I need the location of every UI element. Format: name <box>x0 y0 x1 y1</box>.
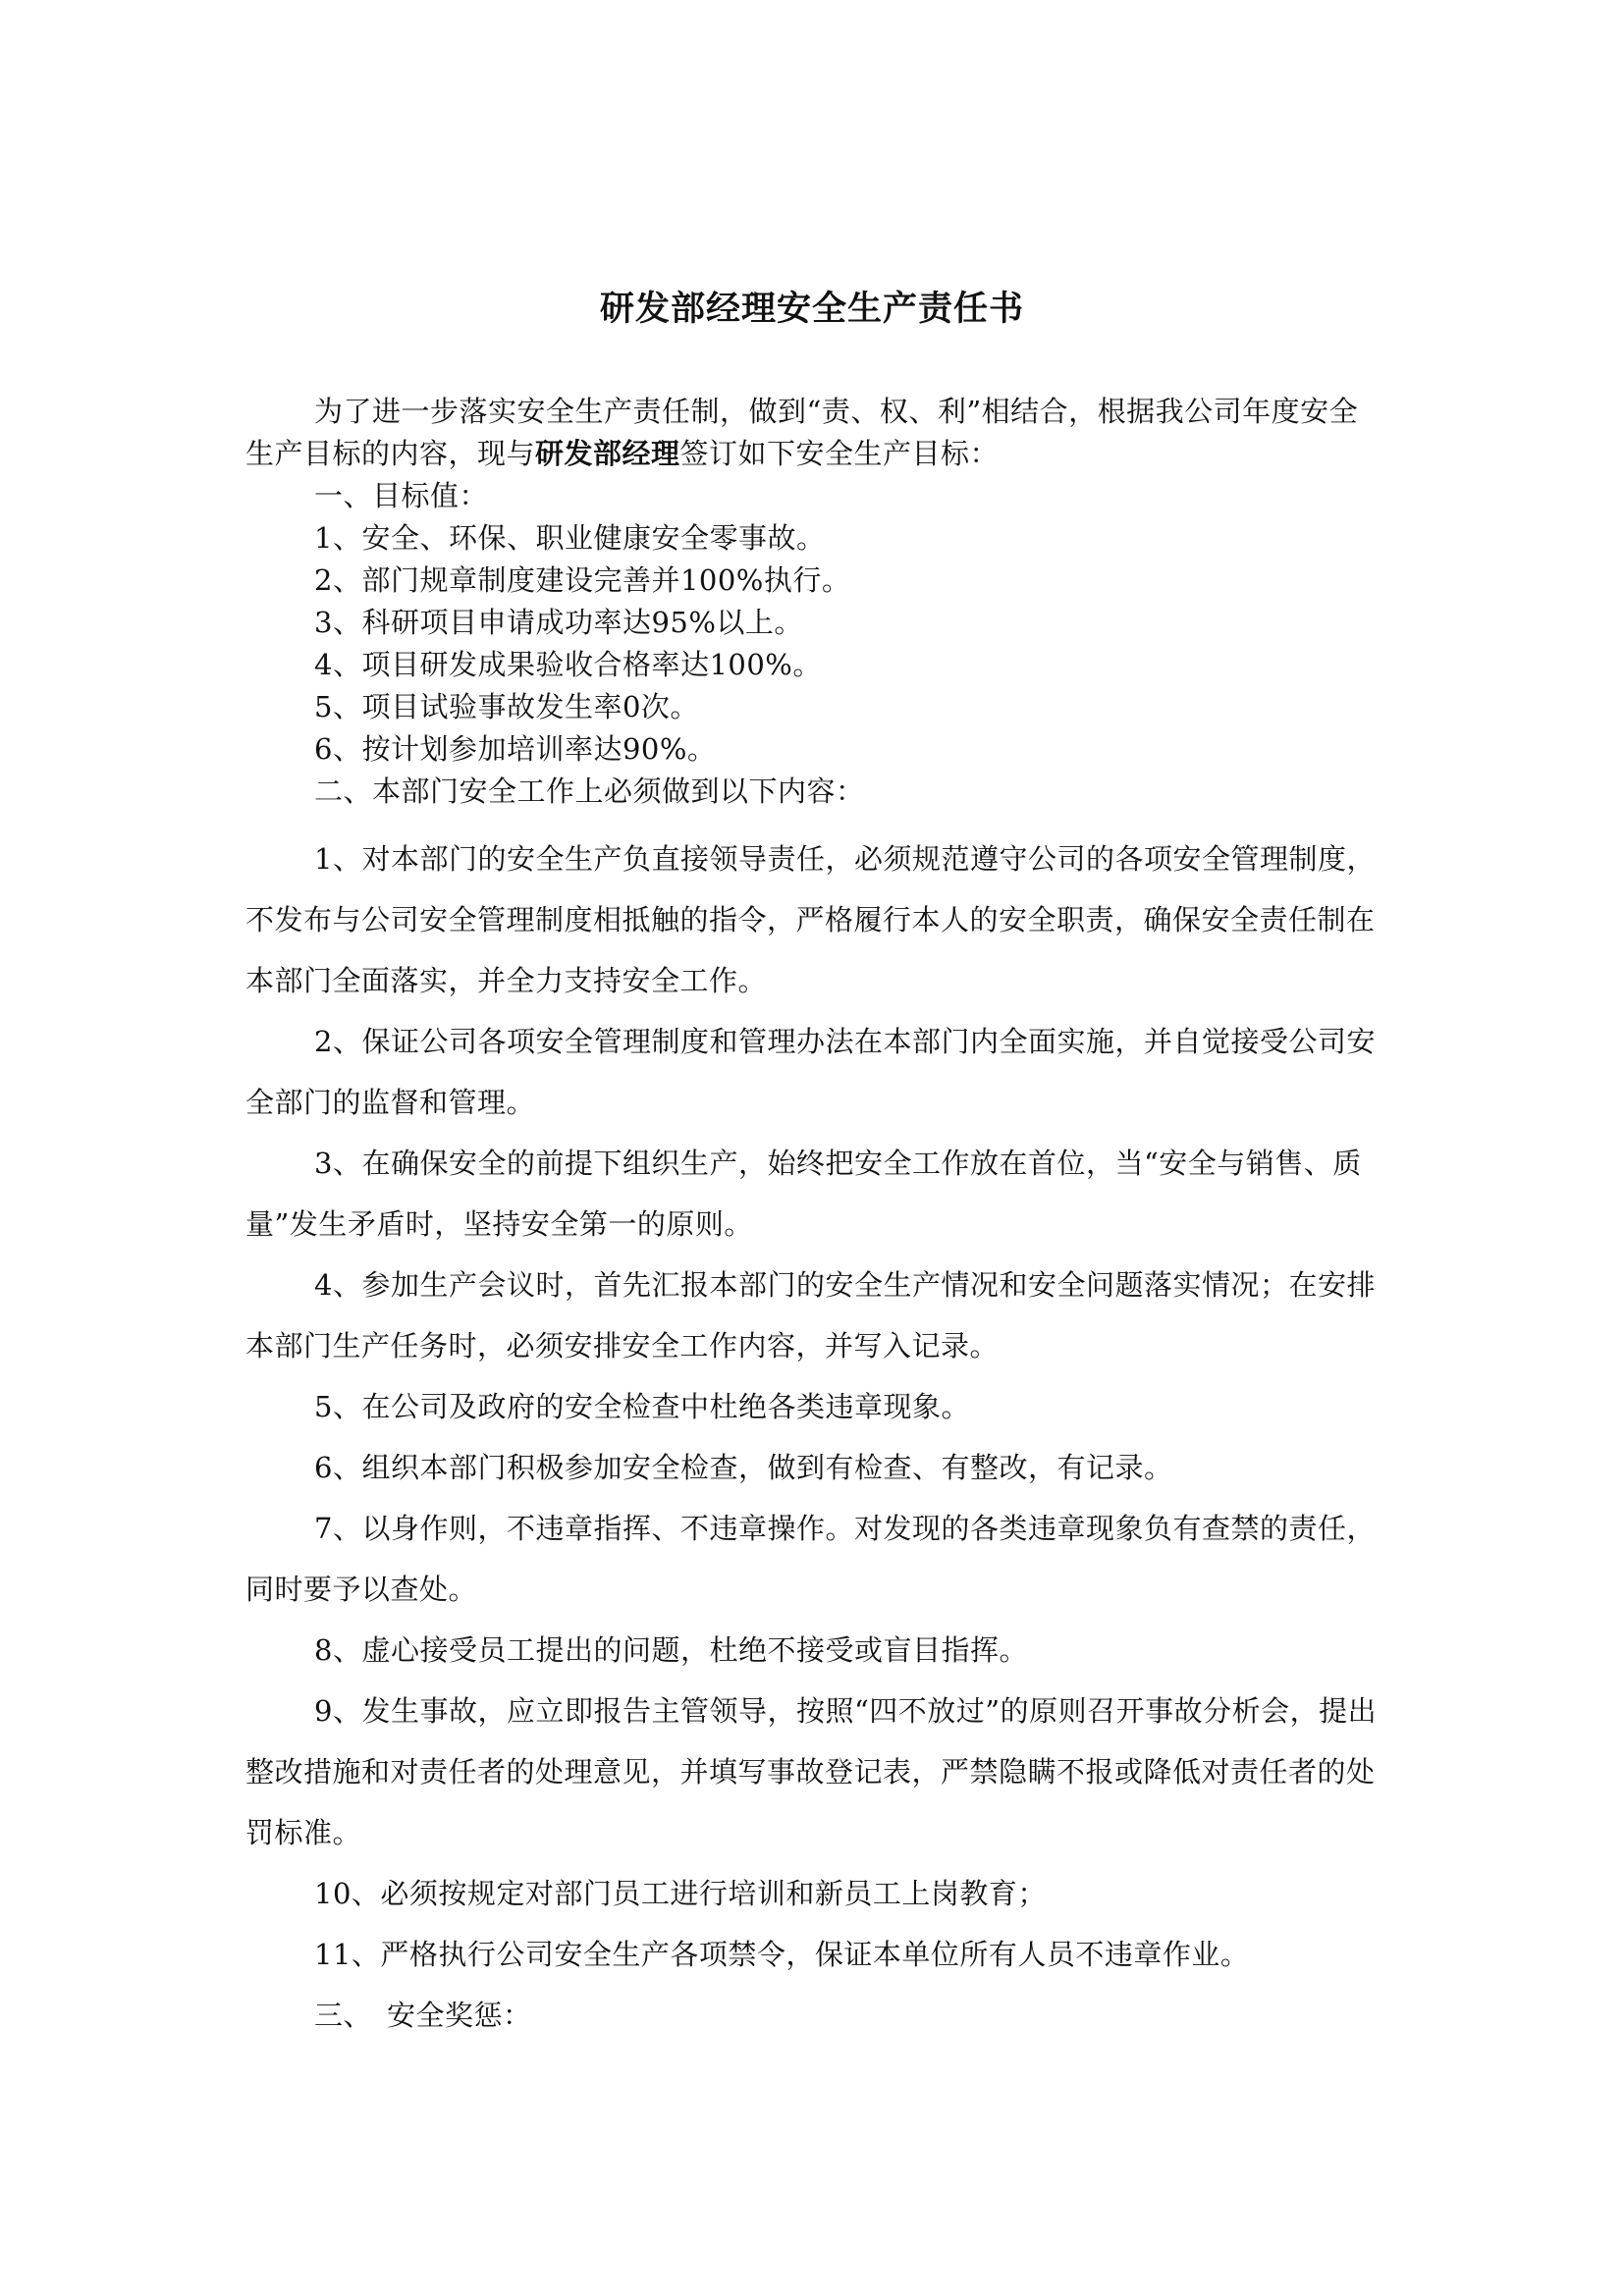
target-section <box>245 475 1384 813</box>
intro-text-before: 为了进一步落实安全生产责任制，做到“责、权、利”相结合，根据我公司年度安全生产目标的内容，现与 <box>245 395 1359 470</box>
duty-paragraph: 11、严格执行公司安全生产各项禁令，保证本单位所有人员不违章作业。 <box>314 1938 1250 1971</box>
intro-paragraph <box>245 391 1384 475</box>
duty-paragraph: 2、保证公司各项安全管理制度和管理办法在本部门内全面实施，并自觉接受公司安全部门的监督和管理。 <box>245 1025 1376 1119</box>
target-item: 3、科研项目申请成功率达95%以上。 <box>314 606 803 639</box>
duty-paragraph: 6、组织本部门积极参加安全检查，做到有检查、有整改，有记录。 <box>314 1451 1173 1484</box>
intro-text-after: 签订如下安全生产目标： <box>679 437 1000 470</box>
target-item: 6、按计划参加培训率达90%。 <box>314 732 717 766</box>
section2-heading: 二、本部门安全工作上必须做到以下内容： <box>314 774 865 808</box>
section3-heading: 三、 安全奖惩： <box>314 1999 532 2032</box>
duty-paragraph: 4、参加生产会议时，首先汇报本部门的安全生产情况和安全问题落实情况；在安排本部门生产任务时，必须安排安全工作内容，并写入记录。 <box>245 1268 1376 1362</box>
duty-paragraph: 7、以身作则，不违章指挥、不违章操作。对发现的各类违章现象负有查禁的责任，同时要予以查处。 <box>245 1512 1376 1606</box>
duty-paragraph: 3、在确保安全的前提下组织生产，始终把安全工作放在首位，当“安全与销售、质量”发生矛盾时，坚持安全第一的原则。 <box>245 1147 1362 1241</box>
target-item: 2、部门规章制度建设完善并100%执行。 <box>314 563 851 597</box>
duty-paragraph: 5、在公司及政府的安全检查中杜绝各类违章现象。 <box>314 1390 970 1423</box>
target-item: 5、项目试验事故发生率0次。 <box>314 690 699 723</box>
section1-heading: 一、目标值： <box>314 479 489 512</box>
intro-highlight: 研发部经理 <box>535 437 680 470</box>
target-item: 1、安全、环保、职业健康安全零事故。 <box>314 521 826 555</box>
duty-paragraph: 1、对本部门的安全生产负直接领导责任，必须规范遵守公司的各项安全管理制度，不发布与公司安全管理制度相抵触的指令，严格履行本人的安全职责，确保安全责任制在本部门全面落实，并全力支持安全工作。 <box>245 842 1376 997</box>
document-title: 研发部经理安全生产责任书 <box>599 289 1024 329</box>
duty-paragraph: 10、必须按规定对部门员工进行培训和新员工上岗教育； <box>314 1877 1047 1910</box>
duty-paragraph: 9、发生事故，应立即报告主管领导，按照“四不放过”的原则召开事故分析会，提出整改措施和对责任者的处理意见，并填写事故登记表，严禁隐瞒不报或降低对责任者的处罚标准。 <box>245 1694 1378 1849</box>
duty-section <box>245 828 1384 2046</box>
target-item: 4、项目研发成果验收合格率达100%。 <box>314 648 822 681</box>
duty-paragraph: 8、虚心接受员工提出的问题，杜绝不接受或盲目指挥。 <box>314 1633 1028 1667</box>
